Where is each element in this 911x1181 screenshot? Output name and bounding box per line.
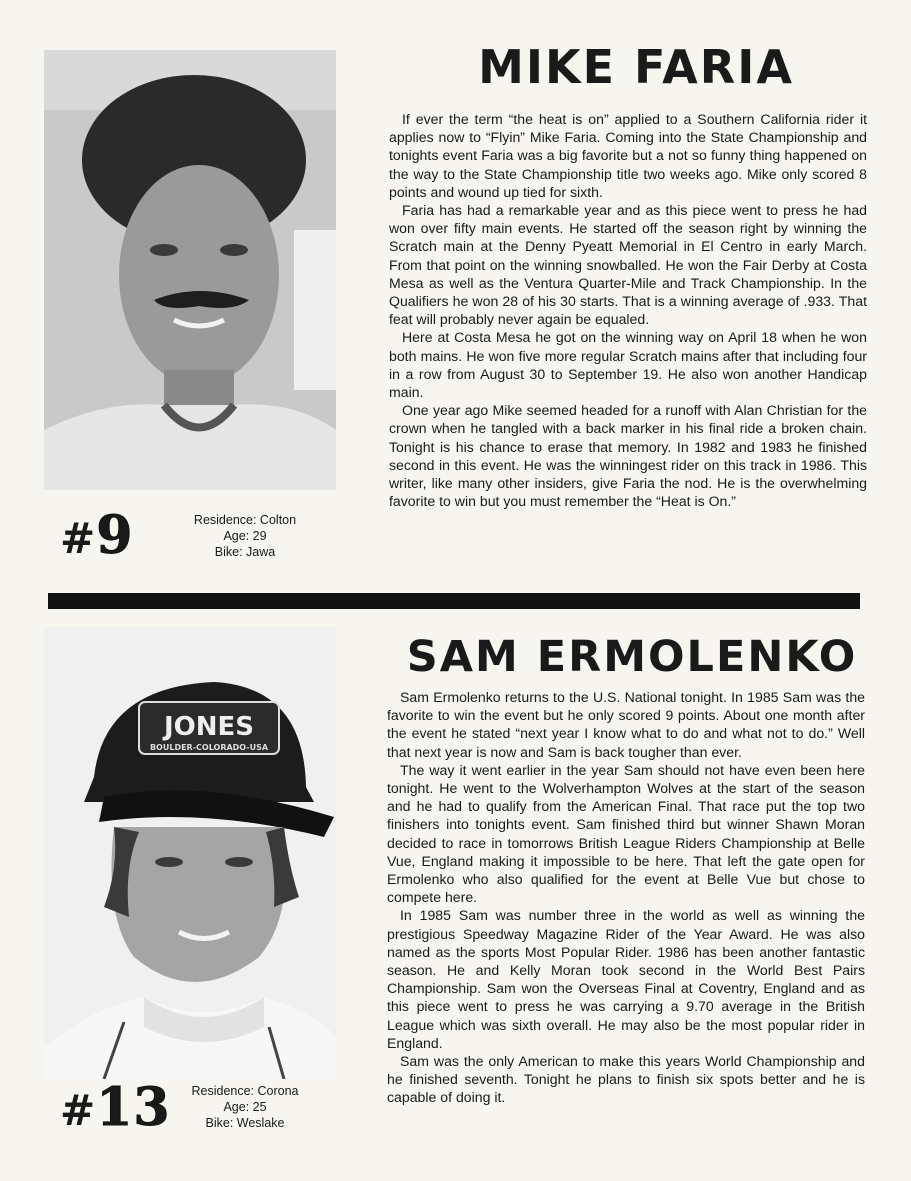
checker-square xyxy=(832,593,840,601)
checker-square xyxy=(592,593,600,601)
bio-paragraph: Sam was the only American to make this years World Championship and he finished seventh. Tonight he plans to finish six spots better and he is capable of doing it. xyxy=(387,1053,865,1106)
bio-paragraph: In 1985 Sam was number three in the world as well as winning the prestigious Speedway Magazine Rider of the Year Award. He was also named as the sports Most Popular Rider. 1986 has been another fantastic season. He and Kelly Moran took second in the World Best Pairs Championship. Sam won the Overseas Final at Coventry, England and as this piece went to press he was carrying a 9.70 average in the British League which was sixth overall. He may also be the most popular rider in England. xyxy=(387,907,865,1051)
checker-square xyxy=(160,593,168,601)
checker-square xyxy=(552,601,560,609)
checker-square xyxy=(288,593,296,601)
checker-square xyxy=(544,593,552,601)
checker-square xyxy=(440,601,448,609)
checker-square xyxy=(208,593,216,601)
checker-square xyxy=(56,601,64,609)
checker-square xyxy=(536,601,544,609)
checker-square xyxy=(800,593,808,601)
checker-square xyxy=(424,601,432,609)
checker-square xyxy=(232,601,240,609)
checker-square xyxy=(368,593,376,601)
rider-profile-ermolenko xyxy=(0,612,911,1181)
checkered-divider xyxy=(48,593,860,609)
checker-square xyxy=(728,601,736,609)
checker-square xyxy=(824,601,832,609)
checker-square xyxy=(416,593,424,601)
rider-bio xyxy=(389,110,867,510)
checker-square xyxy=(760,601,768,609)
checker-square xyxy=(840,601,848,609)
checker-square xyxy=(808,601,816,609)
checker-square xyxy=(768,593,776,601)
checker-square xyxy=(504,601,512,609)
rider-number: #9 xyxy=(60,505,134,566)
bike-text: Bike: Weslake xyxy=(205,1116,285,1130)
checker-square xyxy=(432,593,440,601)
checker-square xyxy=(456,601,464,609)
checker-square xyxy=(176,593,184,601)
rider-info xyxy=(180,512,310,560)
checker-square xyxy=(488,601,496,609)
checker-square xyxy=(64,593,72,601)
checker-square xyxy=(96,593,104,601)
checker-square xyxy=(712,601,720,609)
checker-square xyxy=(384,593,392,601)
checker-square xyxy=(248,601,256,609)
checker-square xyxy=(328,601,336,609)
checker-square xyxy=(632,601,640,609)
checker-square xyxy=(128,593,136,601)
rider-photo-faria xyxy=(44,50,336,490)
bio-paragraph: Sam Ermolenko returns to the U.S. National tonight. In 1985 Sam was the favorite to win the event but he only scored 9 points. About one month after the event he stated “next year I know what to do and what not to do.” Well that next year is now and Sam is back tougher than ever. xyxy=(387,689,865,760)
checker-square xyxy=(736,593,744,601)
checker-square xyxy=(120,601,128,609)
rider-photo-ermolenko xyxy=(44,627,336,1079)
checker-square xyxy=(656,593,664,601)
checker-square xyxy=(576,593,584,601)
checker-square xyxy=(568,601,576,609)
checker-square xyxy=(624,593,632,601)
checker-square xyxy=(792,601,800,609)
checker-square xyxy=(608,593,616,601)
bike-text: Bike: Jawa xyxy=(214,545,276,559)
checker-square xyxy=(848,593,856,601)
checker-square xyxy=(616,601,624,609)
checker-square xyxy=(344,601,352,609)
bio-paragraph: Faria has had a remarkable year and as this piece went to press he had won over fifty main events. He started off the season right by winning the Scratch main at the Denny Pyeatt Memorial in El Centro in early March. From that point on the winning snowballed. He won the Fair Derby at Costa Mesa as well as the Ventura Quarter-Mile and Track Championship. In the Qualifiers he won 28 of his 30 starts. That is a winning average of .933. That feat will probably never again be equaled. xyxy=(389,202,867,328)
checker-square xyxy=(80,593,88,601)
checker-square xyxy=(152,601,160,609)
rider-name-heading: SAM ERMOLENKO xyxy=(406,632,858,682)
checker-square xyxy=(224,593,232,601)
checker-square xyxy=(744,601,752,609)
rider-profile-faria xyxy=(0,0,911,590)
checker-square xyxy=(352,593,360,601)
checker-square xyxy=(720,593,728,601)
checker-square xyxy=(304,593,312,601)
rider-bio xyxy=(387,688,865,1107)
checker-square xyxy=(600,601,608,609)
rider-name-heading: MIKE FARIA xyxy=(478,40,794,94)
bio-paragraph: Here at Costa Mesa he got on the winning way on April 18 when he won both mains. He won five more regular Scratch mains after that including four in a row from August 30 to September 19. He also won another Handicap main. xyxy=(389,329,867,401)
checker-square xyxy=(480,593,488,601)
checker-square xyxy=(88,601,96,609)
checker-square xyxy=(664,601,672,609)
checker-square xyxy=(336,593,344,601)
checker-square xyxy=(496,593,504,601)
checker-square xyxy=(312,601,320,609)
checker-square xyxy=(296,601,304,609)
checker-square xyxy=(560,593,568,601)
checker-square xyxy=(408,601,416,609)
checker-square xyxy=(520,601,528,609)
rider-number: #13 xyxy=(60,1077,171,1138)
checker-square xyxy=(72,601,80,609)
checker-square xyxy=(280,601,288,609)
checker-square xyxy=(240,593,248,601)
checker-square xyxy=(168,601,176,609)
checker-square xyxy=(320,593,328,601)
residence-text: Residence: Corona xyxy=(191,1084,299,1098)
checker-square xyxy=(464,593,472,601)
bio-paragraph: One year ago Mike seemed headed for a runoff with Alan Christian for the crown when he tangled with a back marker in his final ride a broken chain. Tonight is his chance to erase that memory. In 1982 and 1983 he finished second in this event. He was the winningest rider on this track in 1986. This writer, like many other insiders, give Faria the nod. He is the overwhelming favorite to win but you must remember the “Heat is On.” xyxy=(389,402,867,510)
cap-logo-subtext: BOULDER-COLORADO-USA xyxy=(149,743,269,752)
checker-square xyxy=(680,601,688,609)
checker-square xyxy=(400,593,408,601)
checker-square xyxy=(672,593,680,601)
checker-square xyxy=(184,601,192,609)
age-text: Age: 25 xyxy=(223,1100,267,1114)
checker-square xyxy=(752,593,760,601)
checker-square xyxy=(272,593,280,601)
checker-square xyxy=(136,601,144,609)
checker-square xyxy=(776,601,784,609)
rider-info xyxy=(180,1083,310,1131)
bio-paragraph: If ever the term “the heat is on” applied to a Southern California rider it applies now to “Flyin” Mike Faria. Coming into the State Championship and tonights event Faria was a big favorite but a not so funny thing happened on the way to the State Championship title two weeks ago. Mike only scored 8 points and wound up tied for sixth. xyxy=(389,111,867,200)
bio-paragraph: The way it went earlier in the year Sam should not have even been here tonight. He went to the Wolverhampton Wolves at the start of the season and he had to qualify from the American Final. That race put the top two finishers into tonights event. Sam finished third but winner Shawn Moran decided to race in tomorrows British League Riders Championship at Belle Vue, England making it impossible to be here. That left the gate open for Ermolenko who also qualified for the event at Belle Vue but chose to compete here. xyxy=(387,761,865,906)
checker-square xyxy=(648,601,656,609)
checker-square xyxy=(528,593,536,601)
age-text: Age: 29 xyxy=(223,529,267,543)
checker-square xyxy=(216,601,224,609)
residence-text: Residence: Colton xyxy=(193,513,297,527)
checker-square xyxy=(112,593,120,601)
checker-square xyxy=(784,593,792,601)
checker-square xyxy=(192,593,200,601)
checker-square xyxy=(640,593,648,601)
checker-square xyxy=(256,593,264,601)
checker-square xyxy=(376,601,384,609)
cap-logo-text: JONES xyxy=(163,712,255,742)
checkered-pattern xyxy=(48,593,860,609)
checker-square xyxy=(200,601,208,609)
checker-square xyxy=(104,601,112,609)
checker-square xyxy=(48,593,56,601)
portrait-illustration xyxy=(44,50,336,490)
checker-square xyxy=(584,601,592,609)
checker-square xyxy=(512,593,520,601)
checker-square xyxy=(264,601,272,609)
checker-square xyxy=(144,593,152,601)
checker-square xyxy=(816,593,824,601)
checker-square xyxy=(696,601,704,609)
portrait-illustration xyxy=(44,627,336,1079)
checker-square xyxy=(704,593,712,601)
checker-square xyxy=(448,593,456,601)
checker-square xyxy=(392,601,400,609)
checker-square xyxy=(688,593,696,601)
checker-square xyxy=(360,601,368,609)
checker-square xyxy=(472,601,480,609)
